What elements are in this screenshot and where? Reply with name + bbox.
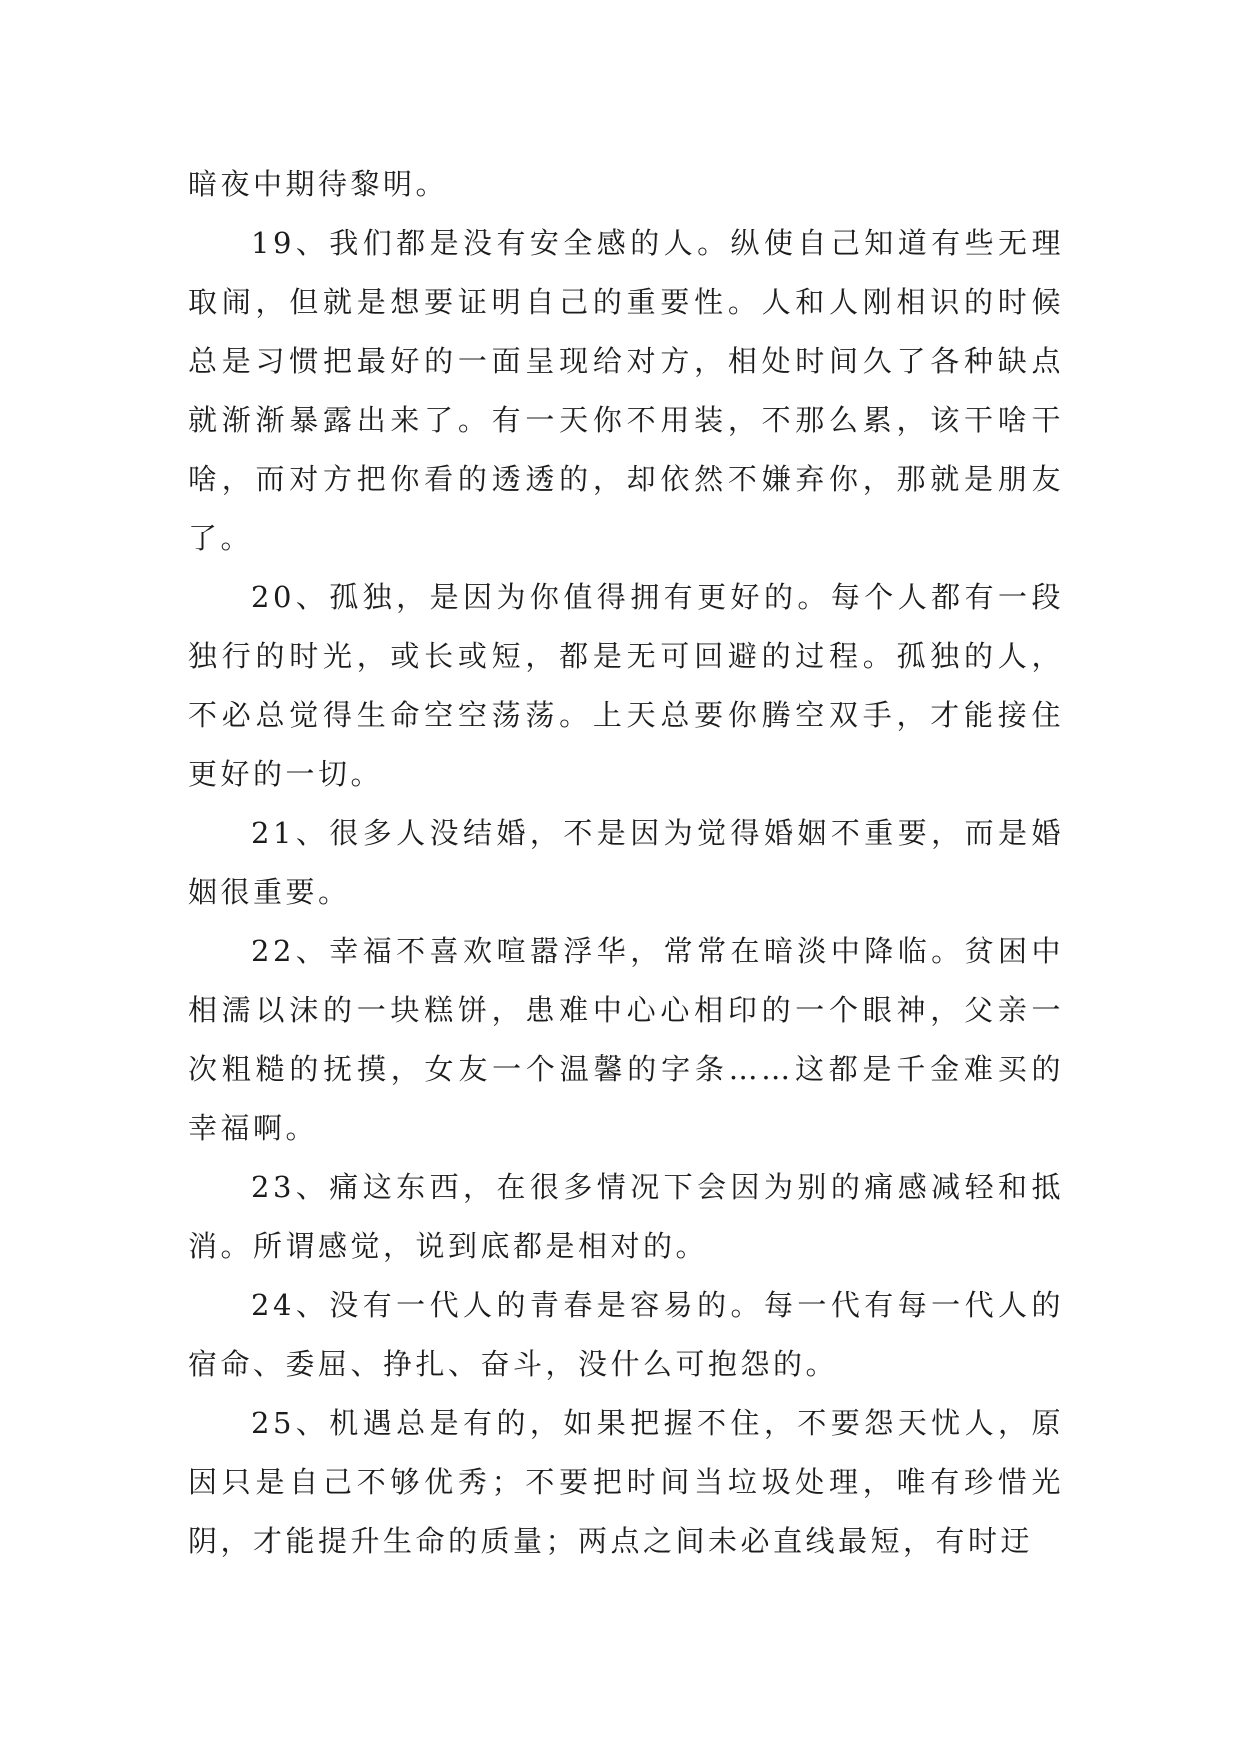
paragraph-23: 23、痛这东西，在很多情况下会因为别的痛感减轻和抵消。所谓感觉，说到底都是相对的。 <box>188 1170 1064 1263</box>
document-body <box>188 155 1064 1571</box>
paragraph-continuation: 暗夜中期待黎明。 <box>188 167 449 201</box>
paragraph-19: 19、我们都是没有安全感的人。纵使自己知道有些无理取闹，但就是想要证明自己的重要性。人和人刚相识的时候总是习惯把最好的一面呈现给对方，相处时间久了各种缺点就渐渐暴露出来了。有一天你不用装，不那么累，该干啥干啥，而对方把你看的透透的，却依然不嫌弃你，那就是朋友了。 <box>188 226 1064 555</box>
paragraph-22: 22、幸福不喜欢喧嚣浮华，常常在暗淡中降临。贫困中相濡以沫的一块糕饼，患难中心心相印的一个眼神，父亲一次粗糙的抚摸，女友一个温馨的字条……这都是千金难买的幸福啊。 <box>188 934 1064 1145</box>
paragraph-25: 25、机遇总是有的，如果把握不住，不要怨天忧人，原因只是自己不够优秀；不要把时间当垃圾处理，唯有珍惜光阴，才能提升生命的质量；两点之间未必直线最短，有时迂 <box>188 1406 1064 1558</box>
paragraph-20: 20、孤独，是因为你值得拥有更好的。每个人都有一段独行的时光，或长或短，都是无可回避的过程。孤独的人，不必总觉得生命空空荡荡。上天总要你腾空双手，才能接住更好的一切。 <box>188 580 1064 791</box>
paragraph-24: 24、没有一代人的青春是容易的。每一代有每一代人的宿命、委屈、挣扎、奋斗，没什么可抱怨的。 <box>188 1288 1064 1381</box>
paragraph-21: 21、很多人没结婚，不是因为觉得婚姻不重要，而是婚姻很重要。 <box>188 816 1064 909</box>
